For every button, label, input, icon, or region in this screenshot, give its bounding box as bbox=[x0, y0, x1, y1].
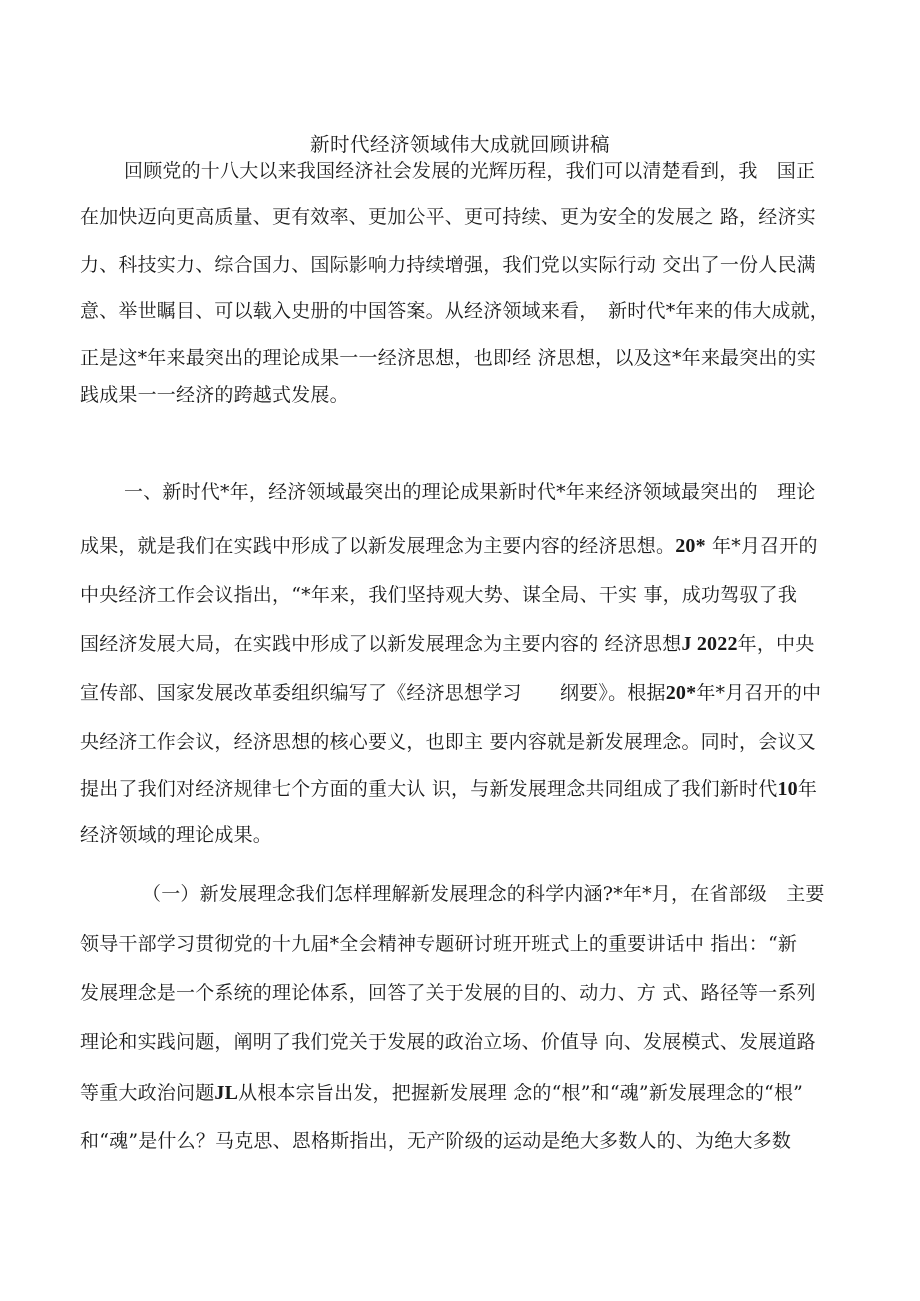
paragraph-3-line-5 bbox=[80, 1080, 803, 1106]
paragraph-3-line-5-mark: JL bbox=[214, 1082, 239, 1104]
paragraph-3-line-2: 领导干部学习贯彻党的十九届*全会精神专题研讨班开班式上的重要讲话中 指出：“新 bbox=[80, 933, 798, 955]
paragraph-2-line-1: 一、新时代*年，经济领域最突出的理论成果新时代*年来经济领域最突出的 理论 bbox=[124, 481, 816, 503]
paragraph-2-line-8: 经济领域的理论成果。 bbox=[80, 824, 273, 846]
paragraph-2-line-5-text-c: 年*月召开的中 bbox=[696, 682, 822, 704]
paragraph-2-line-2-text-a: 成果，就是我们在实践中形成了以新发展理念为主要内容的经济思想。 bbox=[80, 535, 676, 557]
paragraph-2-line-2-year: 20* bbox=[675, 535, 706, 557]
paragraph-2-line-4-year: J 2022 bbox=[681, 633, 738, 655]
paragraph-3-line-5-text-a: 等重大政治问题 bbox=[80, 1082, 215, 1104]
paragraph-1-line-2: 在加快迈向更高质量、更有效率、更加公平、更可持续、更为安全的发展之 路，经济实 bbox=[80, 206, 816, 228]
paragraph-2-line-4 bbox=[80, 631, 814, 657]
paragraph-2-line-7-text-a: 提出了我们对经济规律七个方面的重大认 识，与新发展理念共同组成了我们新时代 bbox=[80, 778, 778, 800]
paragraph-2-line-7 bbox=[80, 776, 817, 802]
paragraph-1-line-5: 正是这*年来最突出的理论成果一一经济思想，也即经 济思想，以及这*年来最突出的实 bbox=[80, 347, 817, 369]
paragraph-1-line-4: 意、举世瞩目、可以载入史册的中国答案。从经济领域来看， 新时代*年来的伟大成就， bbox=[80, 300, 830, 322]
paragraph-3-line-4: 理论和实践问题，阐明了我们党关于发展的政治立场、价值导 向、发展模式、发展道路 bbox=[80, 1031, 816, 1053]
paragraph-2-line-6: 央经济工作会议，经济思想的核心要义，也即主 要内容就是新发展理念。同时，会议又 bbox=[80, 731, 816, 753]
paragraph-2-line-7-text-c: 年 bbox=[797, 778, 818, 800]
paragraph-2-line-7-number: 10 bbox=[777, 778, 798, 800]
paragraph-2-line-2 bbox=[80, 533, 818, 559]
paragraph-2-line-2-text-c: 年*月召开的 bbox=[705, 535, 818, 557]
paragraph-2-line-5 bbox=[80, 680, 821, 706]
paragraph-2-line-5-text-a: 宣传部、国家发展改革委组织编写了《经济思想学习 纲要》。根据 bbox=[80, 682, 666, 704]
paragraph-3-line-1: （一）新发展理念我们怎样理解新发展理念的科学内涵?*年*月，在省部级 主要 bbox=[142, 883, 825, 905]
paragraph-1-line-6: 践成果一一经济的跨越式发展。 bbox=[80, 384, 349, 406]
paragraph-2-line-4-text-a: 国经济发展大局，在实践中形成了以新发展理念为主要内容的 经济思想 bbox=[80, 633, 682, 655]
paragraph-3-line-5-text-c: 从根本宗旨出发，把握新发展理 念的“根”和“魂”新发展理念的“根” bbox=[238, 1082, 804, 1104]
paragraph-2-line-4-text-c: 年，中央 bbox=[737, 633, 815, 655]
paragraph-1-line-1: 回顾党的十八大以来我国经济社会发展的光辉历程，我们可以清楚看到，我 国正 bbox=[124, 160, 816, 182]
paragraph-1-line-3: 力、科技实力、综合国力、国际影响力持续增强，我们党以实际行动 交出了一份人民满 bbox=[80, 254, 816, 276]
paragraph-2-line-5-year: 20* bbox=[665, 682, 697, 704]
paragraph-3-line-3: 发展理念是一个系统的理论体系，回答了关于发展的目的、动力、方 式、路径等一系列 bbox=[80, 982, 816, 1004]
paragraph-3-line-6: 和“魂”是什么？马克思、恩格斯指出，无产阶级的运动是绝大多数人的、为绝大多数 bbox=[80, 1130, 792, 1152]
document-title: 新时代经济领域伟大成就回顾讲稿 bbox=[309, 133, 610, 156]
paragraph-2-line-3: 中央经济工作会议指出，“*年来，我们坚持观大势、谋全局、干实 事，成功驾驭了我 bbox=[80, 584, 798, 606]
